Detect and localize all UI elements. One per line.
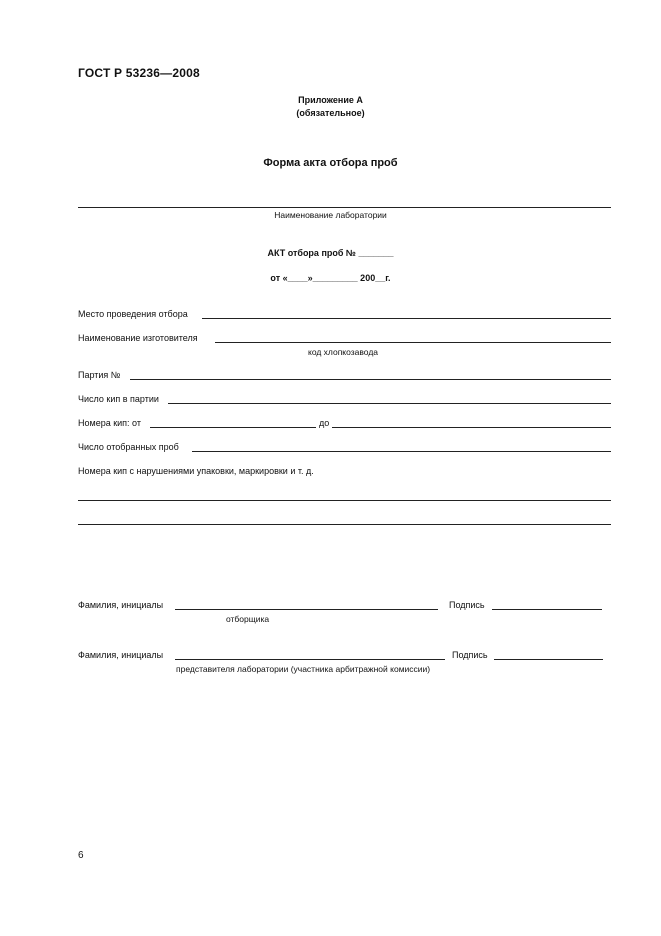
bales-count-label: Число кип в партии — [78, 394, 159, 404]
samples-count-label: Число отобранных проб — [78, 442, 179, 452]
lab-name-caption: Наименование лаборатории — [274, 210, 387, 220]
samples-count-input-line[interactable] — [192, 451, 611, 452]
sampler-caption: отборщика — [226, 614, 270, 624]
violations-input-line-1[interactable] — [78, 500, 611, 501]
lab-name-line[interactable] — [78, 207, 611, 208]
violations-label: Номера кип с нарушениями упаковки, маркировки и т. д. — [78, 466, 314, 476]
appendix-subtitle: (обязательное) — [296, 108, 365, 118]
page-number: 6 — [78, 850, 84, 861]
bale-numbers-from-label: Номера кип: от — [78, 418, 141, 428]
lab-rep-sign-label: Подпись — [452, 650, 488, 660]
lab-rep-name-input-line[interactable] — [175, 659, 445, 660]
lab-rep-caption: представителя лаборатории (участника арбитражной комиссии) — [176, 664, 431, 674]
manufacturer-label: Наименование изготовителя — [78, 333, 198, 343]
appendix-title: Приложение А — [298, 95, 363, 105]
sampler-name-input-line[interactable] — [175, 609, 438, 610]
act-date: от «____»_________ 200__г. — [270, 273, 391, 283]
batch-input-line[interactable] — [130, 379, 611, 380]
place-label: Место проведения отбора — [78, 309, 188, 319]
bale-numbers-from-input-line[interactable] — [150, 427, 316, 428]
lab-rep-signature-line[interactable] — [494, 659, 603, 660]
sampler-name-label: Фамилия, инициалы — [78, 600, 164, 610]
lab-rep-name-label: Фамилия, инициалы — [78, 650, 164, 660]
document-code: ГОСТ Р 53236—2008 — [78, 66, 200, 80]
place-input-line[interactable] — [202, 318, 611, 319]
bale-numbers-to-input-line[interactable] — [332, 427, 611, 428]
bale-numbers-to-label: до — [319, 418, 330, 428]
bales-count-input-line[interactable] — [168, 403, 611, 404]
form-title: Форма акта отбора проб — [263, 157, 398, 169]
batch-label: Партия № — [78, 370, 121, 380]
violations-input-line-2[interactable] — [78, 524, 611, 525]
act-title: АКТ отбора проб № _______ — [267, 248, 394, 258]
manufacturer-caption: код хлопкозавода — [308, 347, 379, 357]
sampler-sign-label: Подпись — [449, 600, 485, 610]
sampler-signature-line[interactable] — [492, 609, 602, 610]
manufacturer-input-line[interactable] — [215, 342, 611, 343]
